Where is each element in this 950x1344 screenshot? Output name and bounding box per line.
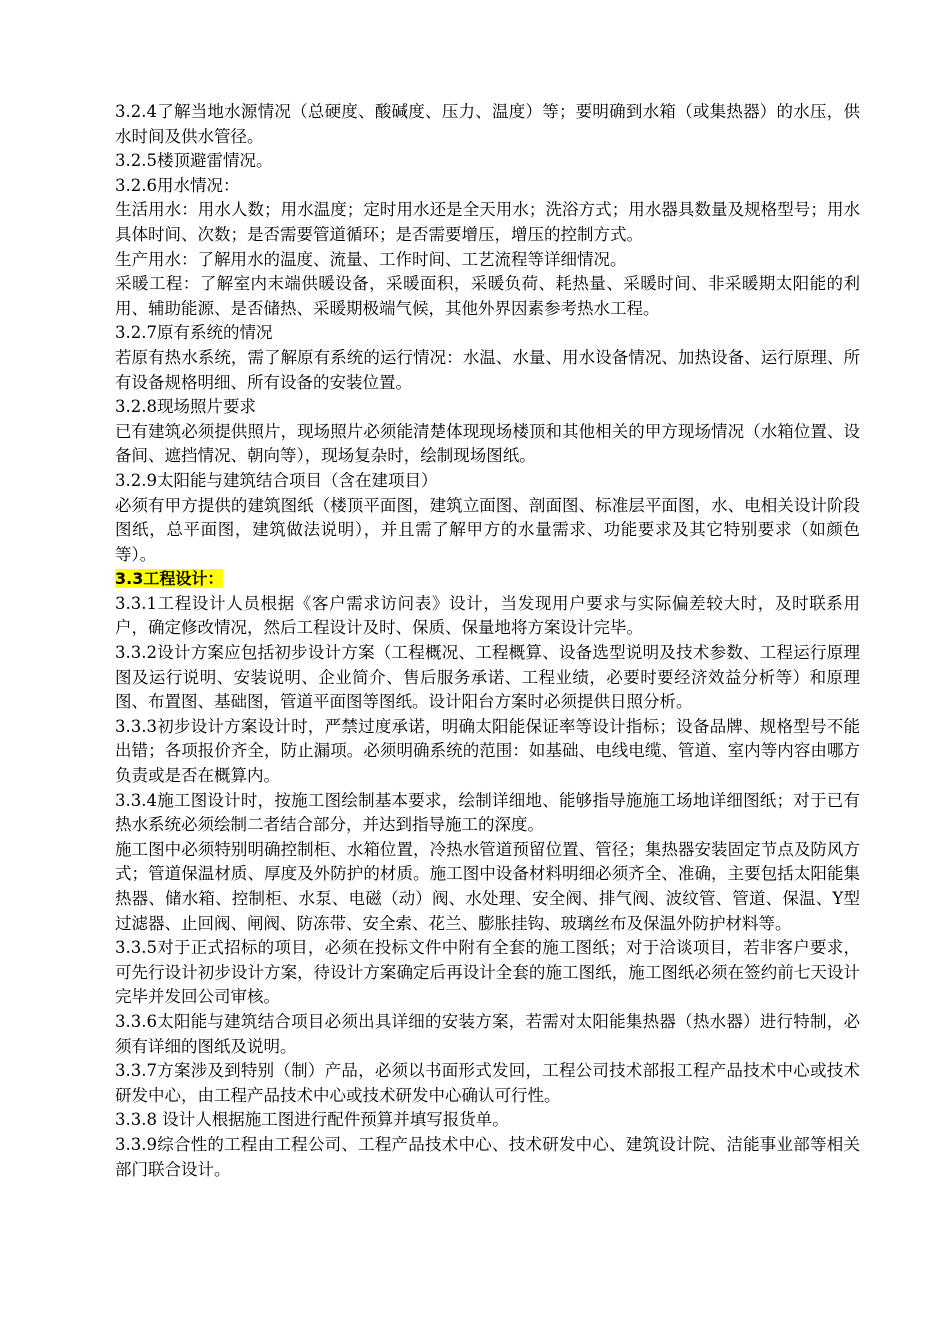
paragraph-construction-drawing: 施工图中必须特别明确控制柜、水箱位置，冷热水管道预留位置、管径；集热器安装固定节点及防风方式；管道保温材质、厚度及外防护的材质。施工图中设备材料明细必须齐全、准确，主要包括太阳能集热器、储水箱、控制柜、水泵、电磁（动）阀、水处理、安全阀、排气阀、波纹管、管道、保温、Y型过滤器、止回阀、闸阀、防冻带、安全索、花兰、膨胀挂钩、玻璃丝布及保温外防护材料等。 — [115, 839, 860, 933]
paragraph-3-2-7: 3.2.7原有系统的情况 — [115, 323, 273, 343]
paragraph-3-3-2: 3.3.2设计方案应包括初步设计方案（工程概况、工程概算、设备选型说明及技术参数、工程运行原理图及运行说明、安装说明、企业简介、售后服务承诺、工程业绩，必要时要经济效益分析等）和原理图、布置图、基础图，管道平面图等图纸。设计阳台方案时必须提供日照分析。 — [115, 643, 860, 712]
paragraph-3-2-4: 3.2.4了解当地水源情况（总硬度、酸碱度、压力、温度）等；要明确到水箱（或集热器）的水压，供水时间及供水管径。 — [115, 102, 860, 146]
paragraph-3-3-7: 3.3.7方案涉及到特别（制）产品，必须以书面形式发回，工程公司技术部报工程产品技术中心或技术研发中心，由工程产品技术中心或技术研发中心确认可行性。 — [115, 1061, 860, 1105]
paragraph-3-3-6: 3.3.6太阳能与建筑结合项目必须出具详细的安装方案，若需对太阳能集热器（热水器）进行特制，必须有详细的图纸及说明。 — [115, 1011, 860, 1056]
paragraph-3-3-4: 3.3.4施工图设计时，按施工图绘制基本要求，绘制详细地、能够指导施施工场地详细图纸；对于已有热水系统必须绘制二者结合部分，并达到指导施工的深度。 — [115, 790, 860, 835]
paragraph-3-2-5: 3.2.5楼顶避雷情况。 — [115, 151, 273, 171]
paragraph-3-2-9: 3.2.9太阳能与建筑结合项目（含在建项目） — [115, 470, 438, 490]
document-page — [115, 100, 860, 1182]
paragraph-3-2-6: 3.2.6用水情况： — [115, 175, 240, 195]
paragraph-3-3-5: 3.3.5对于正式招标的项目，必须在投标文件中附有全套的施工图纸；对于洽谈项目，若非客户要求，可先行设计初步设计方案，待设计方案确定后再设计全套的施工图纸，施工图纸必须在签约前七天设计完毕并发回公司审核。 — [115, 938, 860, 1007]
highlighted-heading-text: 3.3工程设计： — [115, 569, 224, 589]
section-heading-3-3 — [115, 567, 860, 592]
paragraph-3-3-3: 3.3.3初步设计方案设计时，严禁过度承诺，明确太阳能保证率等设计指标；设备品牌、规格型号不能出错；各项报价齐全，防止漏项。必须明确系统的范围：如基础、电线电缆、管道、室内等内容由哪方负责或是否在概算内。 — [115, 716, 860, 786]
paragraph-3-3-8: 3.3.8 设计人根据施工图进行配件预算并填写报货单。 — [115, 1110, 509, 1130]
paragraph-production-water: 生产用水：了解用水的温度、流量、工作时间、工艺流程等详细情况。 — [115, 249, 627, 269]
paragraph-3-3-9: 3.3.9综合性的工程由工程公司、工程产品技术中心、技术研发中心、建筑设计院、洁能事业部等相关部门联合设计。 — [115, 1134, 860, 1179]
paragraph-3-2-8: 3.2.8现场照片要求 — [115, 397, 256, 417]
paragraph-site-photos: 已有建筑必须提供照片，现场照片必须能清楚体现现场楼顶和其他相关的甲方现场情况（水箱位置、设备间、遮挡情况、朝向等），现场复杂时，绘制现场图纸。 — [115, 421, 860, 466]
paragraph-3-3-1: 3.3.1工程设计人员根据《客户需求访问表》设计，当发现用户要求与实际偏差较大时，及时联系用户，确定修改情况，然后工程设计及时、保质、保量地将方案设计完毕。 — [115, 593, 860, 638]
paragraph-existing-system: 若原有热水系统，需了解原有系统的运行情况：水温、水量、用水设备情况、加热设备、运行原理、所有设备规格明细、所有设备的安装位置。 — [115, 347, 860, 392]
paragraph-building-drawings: 必须有甲方提供的建筑图纸（楼顶平面图，建筑立面图、剖面图、标准层平面图，水、电相关设计阶段图纸，总平面图，建筑做法说明），并且需了解甲方的水量需求、功能要求及其它特别要求（如颜色等）。 — [115, 495, 860, 564]
paragraph-heating-project: 采暖工程：了解室内末端供暖设备，采暖面积，采暖负荷、耗热量、采暖时间、非采暖期太阳能的利用、辅助能源、是否储热、采暖期极端气候，其他外界因素参考热水工程。 — [115, 274, 860, 318]
paragraph-domestic-water: 生活用水：用水人数；用水温度；定时用水还是全天用水；洗浴方式；用水器具数量及规格型号；用水具体时间、次数；是否需要管道循环；是否需要增压，增压的控制方式。 — [115, 200, 860, 244]
